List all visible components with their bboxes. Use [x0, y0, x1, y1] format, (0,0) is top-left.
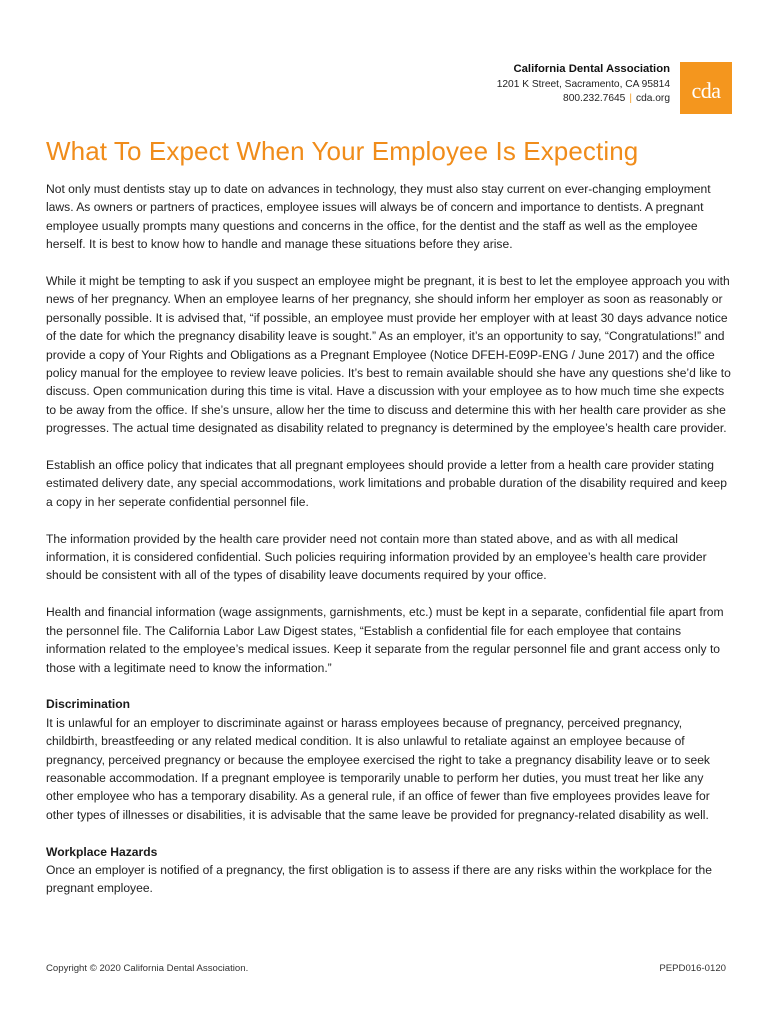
section-text-discrimination: It is unlawful for an employer to discriminate against or harass employees because of pregnancy, perceived pregnancy, childbirth, breastfeeding or any related medical condition. It is also unlawful to retaliate against an employee because of pregnancy, perceived pregnancy or because the employee exercised the right to take a pregnancy disability leave or to seek reasonable accommodation. If a pregnant employee is temporarily unable to perform her duties, you must treat her like any other employee who has a temporary disability. As a general rule, if an office of fewer than five employees provides leave for other types of illnesses or disabilities, it is advisable that the same leave be provided for pregnancy-related disability as well.	[46, 715, 710, 822]
paragraph-office-policy: Establish an office policy that indicates that all pregnant employees should provide a letter from a health care provider stating estimated delivery date, any special accommodations, work limitations and probable duration of the disability required and keep a copy in her seperate confidential personnel file.	[46, 458, 727, 509]
section-heading-hazards: Workplace Hazards	[46, 844, 158, 859]
page-footer	[46, 963, 726, 974]
organization-phone: 800.232.7645	[563, 92, 626, 104]
organization-website: cda.org	[636, 92, 670, 104]
letterhead	[497, 62, 732, 114]
organization-address: 1201 K Street, Sacramento, CA 95814	[496, 78, 670, 90]
paragraph-records: Health and financial information (wage assignments, garnishments, etc.) must be kept in a separate, confidential file apart from the personnel file. The California Labor Law Digest states, “Establish a confidential file for each employee that contains information related to the employee’s medical issues. Keep it separate from the regular personnel file and grant access only to those with a legitimate need to know the information.”	[46, 605, 724, 675]
document-body	[46, 180, 732, 916]
organization-info	[497, 62, 670, 106]
paragraph-confidentiality: The information provided by the health care provider need not contain more than stated above, and as with all medical information, it is considered confidential. Such policies requiring information provided by an employee’s health care provider should be consistent with all of the types of disability leave documents required by your office.	[46, 531, 707, 583]
logo-text: cda	[691, 78, 721, 103]
section-text-hazards: Once an employer is notified of a pregnancy, the first obligation is to assess if there are any risks within the workplace for the pregnant employee.	[46, 862, 712, 896]
contact-separator: |	[629, 92, 633, 104]
cda-logo	[680, 62, 732, 114]
organization-name: California Dental Association	[513, 63, 670, 75]
document-code: PEPD016-0120	[659, 963, 726, 974]
copyright-notice: Copyright © 2020 California Dental Association.	[46, 963, 249, 974]
paragraph-notification: While it might be tempting to ask if you suspect an employee might be pregnant, it is best to let the employee approach you with news of her pregnancy. When an employee learns of her pregnancy, she should inform her employer as soon as reasonably or personally possible. It is advised that, “if possible, an employee must provide her employer with at least 30 days advance notice of the date for which the pregnancy disability leave is sought.” As an employer, it’s an opportunity to say, “Congratulations!” and provide a copy of Your Rights and Obligations as a Pregnant Employee (Notice DFEH-E09P-ENG / June 2017) and the office policy manual for the employee to review leave policies. It’s best to remain available should she have any questions she’d like to discuss. Open communication during this time is vital. Have a discussion with your employee as to how much time she expects to be away from the office. If she’s unsure, allow her the time to discuss and determine this with her health care provider as she progresses. The actual time designated as disability related to pregnancy is determined by the employee’s health care provider.	[46, 274, 731, 436]
document-title: What To Expect When Your Employee Is Expecting	[46, 136, 639, 166]
paragraph-intro: Not only must dentists stay up to date on advances in technology, they must also stay current on ever-changing employment laws. As owners or partners of practices, employee issues will always be of concern and importance to dentists. A pregnant employee usually prompts many questions and concerns in the office, for the dentist and the staff as well as the employee herself. It is best to know how to handle and manage these situations before they arise.	[46, 182, 711, 252]
section-heading-discrimination: Discrimination	[46, 697, 131, 712]
organization-contact	[497, 92, 670, 106]
